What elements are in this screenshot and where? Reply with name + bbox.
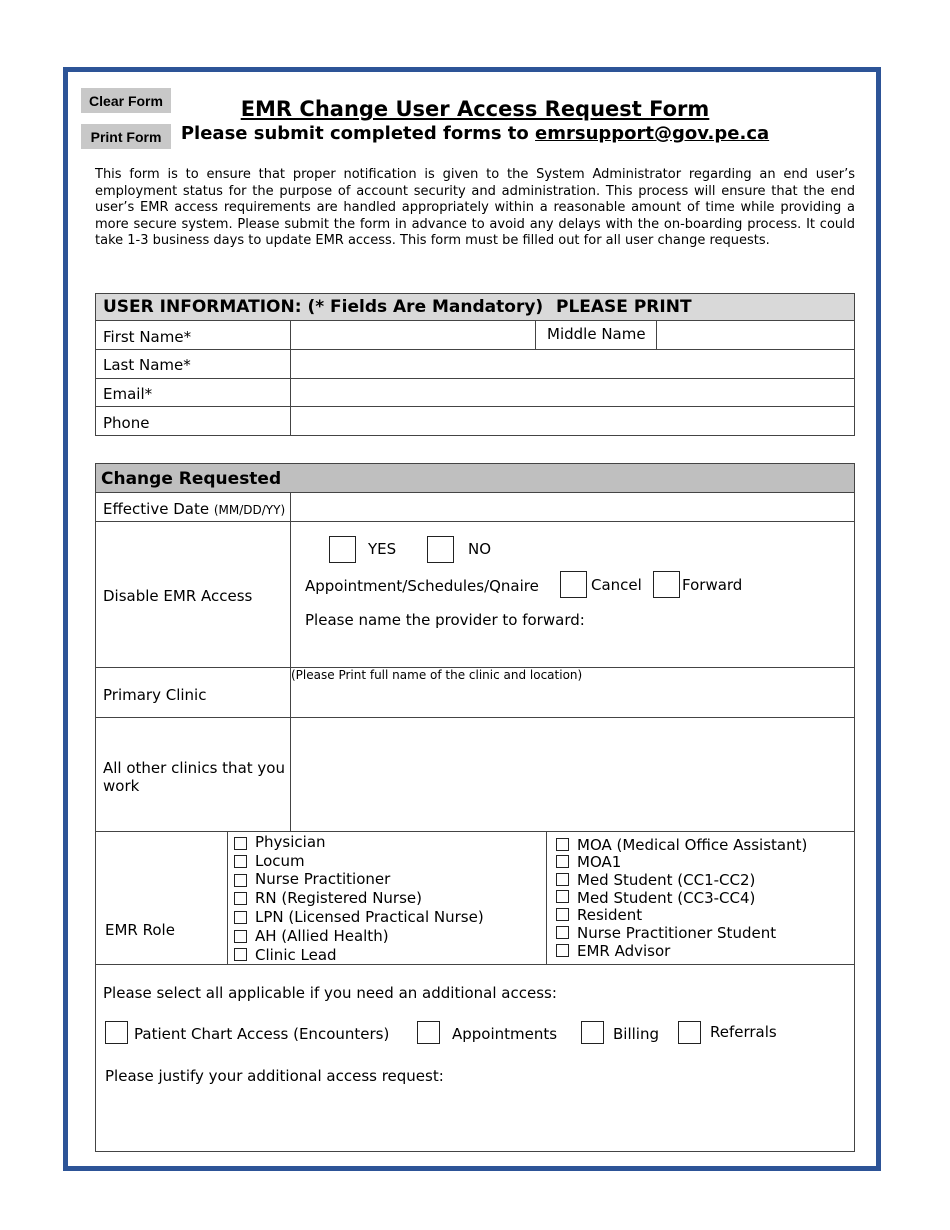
additional-access-prompt: Please select all applicable if you need an additional access: <box>103 984 557 1002</box>
role-rn-checkbox[interactable] <box>234 892 247 905</box>
other-clinics-label: All other clinics that you work <box>103 759 285 795</box>
role-rn-label: RN (Registered Nurse) <box>255 889 422 907</box>
role-resident-checkbox[interactable] <box>556 908 569 921</box>
role-emr-advisor-label: EMR Advisor <box>577 942 671 960</box>
disable-no-checkbox[interactable] <box>427 536 454 563</box>
justify-input[interactable] <box>103 1090 848 1146</box>
role-moa1-checkbox[interactable] <box>556 855 569 868</box>
justify-label: Please justify your additional access request: <box>105 1067 444 1085</box>
role-med-student-cc1-label: Med Student (CC1-CC2) <box>577 871 756 889</box>
user-info-heading: USER INFORMATION: (* Fields Are Mandatory) <box>103 297 544 317</box>
patient-chart-checkbox[interactable] <box>105 1021 128 1044</box>
role-nurse-practitioner-label: Nurse Practitioner <box>255 870 391 888</box>
role-clinic-lead-checkbox[interactable] <box>234 948 247 961</box>
primary-clinic-label: Primary Clinic <box>103 686 207 704</box>
role-locum-label: Locum <box>255 852 305 870</box>
role-np-student-label: Nurse Practitioner Student <box>577 924 777 942</box>
last-name-label: Last Name* <box>103 356 191 374</box>
role-med-student-cc3-checkbox[interactable] <box>556 890 569 903</box>
role-allied-health-checkbox[interactable] <box>234 930 247 943</box>
subtitle-prefix: Please submit completed forms to <box>180 123 536 144</box>
role-med-student-cc3-label: Med Student (CC3-CC4) <box>577 889 756 907</box>
forward-provider-input[interactable] <box>585 608 850 632</box>
appointments-label: Appointments <box>452 1025 558 1043</box>
change-requested-heading: Change Requested <box>101 469 282 489</box>
row-divider <box>95 521 855 522</box>
middle-name-label: Middle Name <box>547 325 646 343</box>
row-divider <box>95 831 855 832</box>
billing-checkbox[interactable] <box>581 1021 604 1044</box>
date-format-hint: (MM/DD/YY) <box>213 503 286 517</box>
column-divider <box>546 831 547 965</box>
billing-label: Billing <box>613 1025 659 1043</box>
clear-form-button[interactable]: Clear Form <box>81 88 171 113</box>
primary-clinic-input[interactable] <box>291 684 854 716</box>
first-name-input[interactable] <box>291 321 535 349</box>
forward-provider-label: Please name the provider to forward: <box>305 611 585 629</box>
referrals-checkbox[interactable] <box>678 1021 701 1044</box>
print-form-button[interactable]: Print Form <box>81 124 171 149</box>
role-np-student-checkbox[interactable] <box>556 926 569 939</box>
forward-checkbox[interactable] <box>653 571 680 598</box>
cancel-checkbox[interactable] <box>560 571 587 598</box>
middle-name-input[interactable] <box>657 321 854 349</box>
referrals-label: Referrals <box>710 1023 777 1041</box>
disable-emr-access-label: Disable EMR Access <box>103 587 253 605</box>
role-moa1-label: MOA1 <box>577 853 622 871</box>
appointments-checkbox[interactable] <box>417 1021 440 1044</box>
role-med-student-cc1-checkbox[interactable] <box>556 873 569 886</box>
role-nurse-practitioner-checkbox[interactable] <box>234 874 247 887</box>
role-allied-health-label: AH (Allied Health) <box>255 927 389 945</box>
role-locum-checkbox[interactable] <box>234 855 247 868</box>
role-moa-checkbox[interactable] <box>556 838 569 851</box>
effective-date-text: Effective Date <box>103 500 210 518</box>
email-input[interactable] <box>291 379 854 406</box>
form-title: EMR Change User Access Request Form <box>240 97 710 121</box>
other-clinics-input[interactable] <box>291 718 854 830</box>
yes-label: YES <box>368 540 397 558</box>
role-lpn-checkbox[interactable] <box>234 911 247 924</box>
emr-role-label: EMR Role <box>105 921 175 939</box>
effective-date-label <box>103 500 285 518</box>
appointment-label: Appointment/Schedules/Qnaire <box>305 577 539 595</box>
clinic-hint: (Please Print full name of the clinic and location) <box>291 668 583 682</box>
column-divider <box>535 320 536 349</box>
role-resident-label: Resident <box>577 906 643 924</box>
please-print-label: PLEASE PRINT <box>556 297 692 317</box>
role-emr-advisor-checkbox[interactable] <box>556 944 569 957</box>
role-clinic-lead-label: Clinic Lead <box>255 946 337 964</box>
column-divider <box>227 831 228 965</box>
role-moa-label: MOA (Medical Office Assistant) <box>577 836 808 854</box>
role-lpn-label: LPN (Licensed Practical Nurse) <box>255 908 484 926</box>
no-label: NO <box>468 540 492 558</box>
last-name-input[interactable] <box>291 350 854 378</box>
role-physician-label: Physician <box>255 833 326 851</box>
disable-yes-checkbox[interactable] <box>329 536 356 563</box>
first-name-label: First Name* <box>103 328 192 346</box>
support-email-link[interactable]: emrsupport@gov.pe.ca <box>535 123 770 144</box>
phone-label: Phone <box>103 414 150 432</box>
intro-paragraph: This form is to ensure that proper notification is given to the System Administrator regarding an end user’s employment status for the purpose of account security and administration. This process will ensure that the end user’s EMR access requirements are handled appropriately within a reasonable amount of time while providing a more secure system. Please submit the form in advance to avoid any delays with the on-boarding process. It could take 1-3 business days to update EMR access. This form must be filled out for all user change requests. <box>95 167 855 248</box>
phone-input[interactable] <box>291 407 854 435</box>
forward-label: Forward <box>682 576 743 594</box>
cancel-label: Cancel <box>591 576 642 594</box>
role-physician-checkbox[interactable] <box>234 837 247 850</box>
effective-date-input[interactable] <box>291 493 854 521</box>
patient-chart-label: Patient Chart Access (Encounters) <box>134 1025 390 1043</box>
form-subtitle <box>180 123 770 144</box>
email-label: Email* <box>103 385 153 403</box>
